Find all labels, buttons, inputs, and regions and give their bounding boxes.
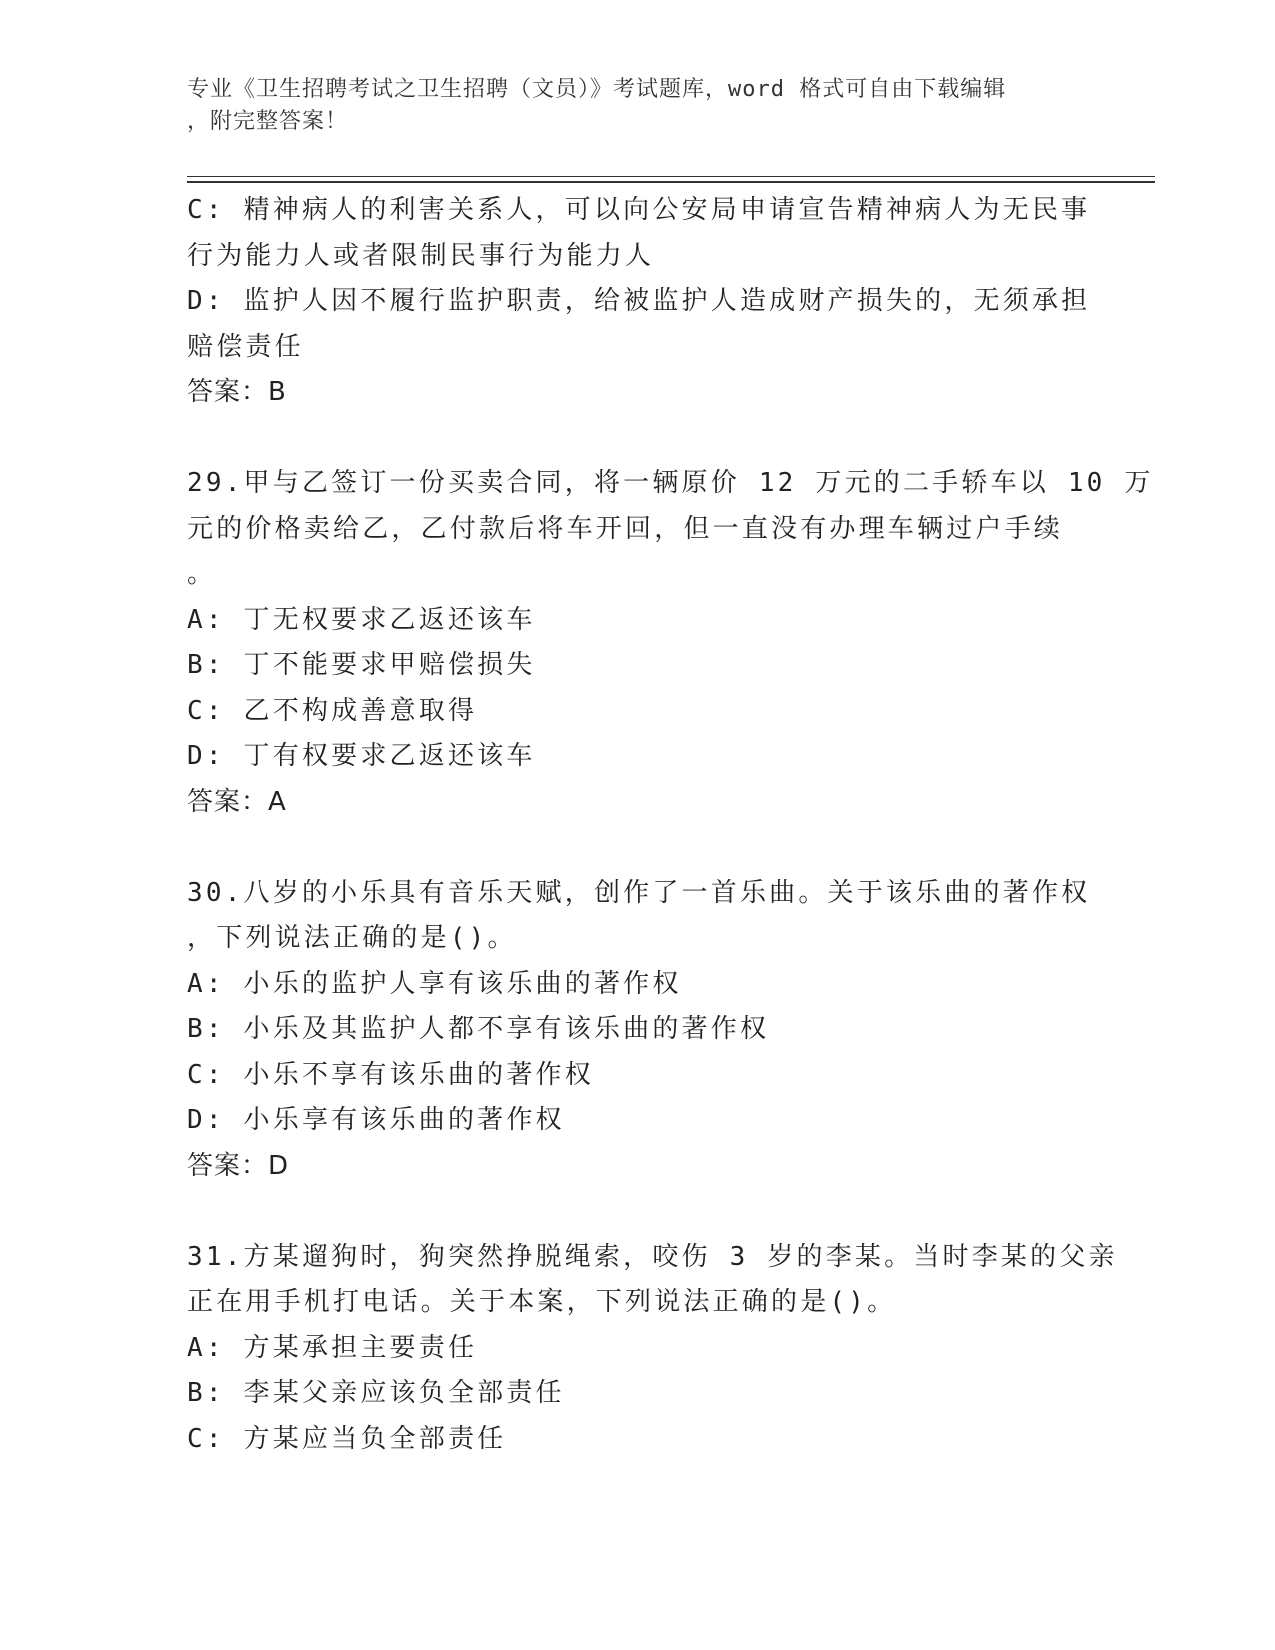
question-29-option-d: D: 丁有权要求乙返还该车	[187, 741, 536, 771]
question-29-option-b: B: 丁不能要求甲赔偿损失	[187, 650, 536, 680]
option-c-line-1: C: 精神病人的利害关系人，可以向公安局申请宣告精神病人为无民事	[187, 195, 1091, 225]
answer-28: 答案：B	[187, 377, 287, 407]
question-30-option-c: C: 小乐不享有该乐曲的著作权	[187, 1059, 594, 1090]
question-31	[187, 1235, 1118, 1463]
document-body	[187, 188, 1154, 1462]
question-30-option-a: A: 小乐的监护人享有该乐曲的著作权	[187, 968, 682, 999]
question-30-option-d: D: 小乐享有该乐曲的著作权	[187, 1105, 565, 1135]
question-31-option-b: B: 李某父亲应该负全部责任	[187, 1378, 565, 1408]
header-line-2: ，附完整答案！	[187, 109, 349, 134]
question-29-stem-3: 。	[187, 559, 217, 589]
question-29-option-a: A: 丁无权要求乙返还该车	[187, 604, 536, 635]
spacer	[187, 416, 1087, 462]
header-rule-thin	[187, 176, 1155, 177]
option-c-line-2: 行为能力人或者限制民事行为能力人	[187, 240, 655, 271]
question-30-option-b: B: 小乐及其监护人都不享有该乐曲的著作权	[187, 1014, 770, 1044]
header-line-1: 专业《卫生招聘考试之卫生招聘（文员）》考试题库，word 格式可自由下载编辑	[187, 77, 1007, 102]
question-31-stem-2: 正在用手机打电话。关于本案，下列说法正确的是()。	[187, 1287, 897, 1317]
question-30-stem-2: ，下列说法正确的是()。	[187, 923, 517, 953]
document-header	[187, 74, 1067, 138]
question-31-option-c: C: 方某应当负全部责任	[187, 1423, 507, 1454]
question-29-stem-2: 元的价格卖给乙，乙付款后将车开回，但一直没有办理车辆过户手续	[187, 513, 1064, 544]
answer-30: 答案：D	[187, 1150, 290, 1181]
option-d-line-1: D: 监护人因不履行监护职责，给被监护人造成财产损失的，无须承担	[187, 286, 1091, 316]
option-d-line-2: 赔偿责任	[187, 331, 304, 362]
answer-29: 答案：A	[187, 786, 287, 817]
question-28-continued	[187, 188, 1091, 416]
question-31-stem-1: 31.方某遛狗时，狗突然挣脱绳索，咬伤 3 岁的李某。当时李某的父亲	[187, 1241, 1118, 1272]
question-30-stem-1: 30.八岁的小乐具有音乐天赋，创作了一首乐曲。关于该乐曲的著作权	[187, 877, 1091, 908]
spacer	[187, 1189, 1087, 1235]
question-29-option-c: C: 乙不构成善意取得	[187, 695, 478, 726]
question-29-stem-1: 29.甲与乙签订一份买卖合同，将一辆原价 12 万元的二手轿车以 10 万	[187, 468, 1154, 498]
spacer	[187, 825, 1087, 871]
header-rule-thick	[187, 181, 1155, 183]
question-31-option-a: A: 方某承担主要责任	[187, 1332, 478, 1363]
question-29	[187, 461, 1154, 825]
question-30	[187, 871, 1091, 1190]
